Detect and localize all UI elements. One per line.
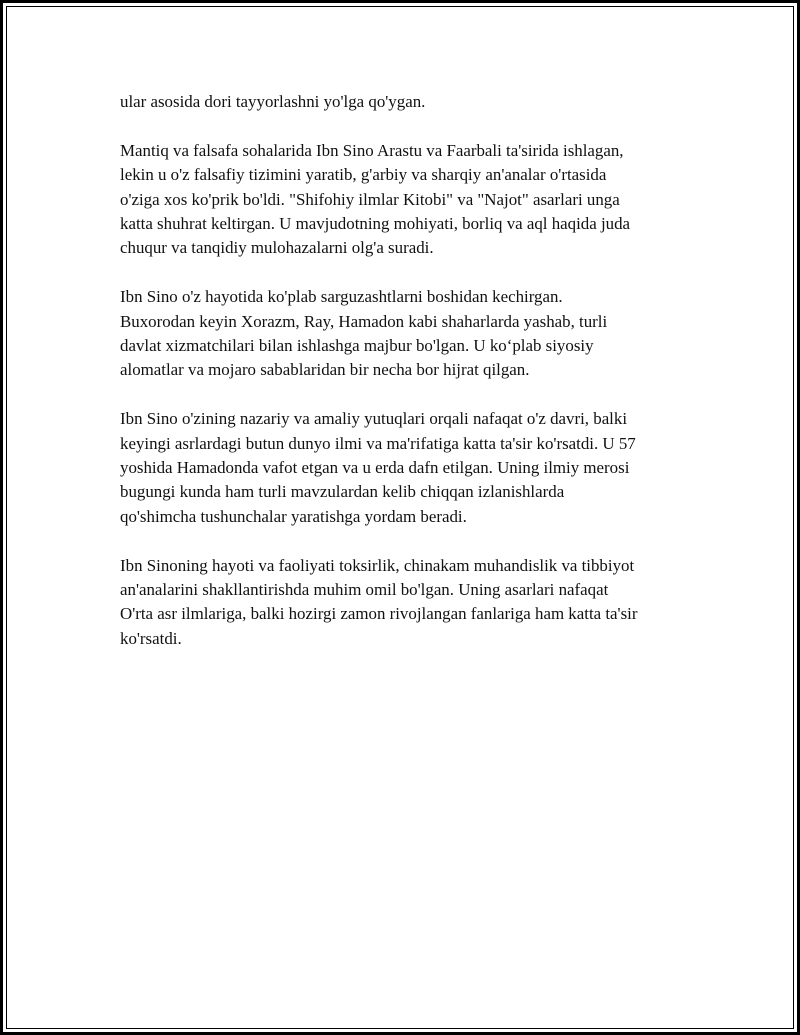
paragraph-2: Mantiq va falsafa sohalarida Ibn Sino Arastu va Faarbali ta'sirida ishlagan, lekin u o'z falsafiy tizimini yaratib, g'arbiy va sharqiy an'analar o'rtasida o'ziga xos ko'prik bo'ldi. "Shifohiy ilmlar Kitobi" va "Najot" asarlari unga katta shuhrat keltirgan. U mavjudotning mohiyati, borliq va aql haqida juda chuqur va tanqidiy mulohazalarni olg'a suradi. [120, 140, 631, 258]
paragraph-3: Ibn Sino o'z hayotida ko'plab sarguzashtlarni boshidan kechirgan. Buxorodan keyin Xorazm, Ray, Hamadon kabi shaharlarda yashab, turli davlat xizmatchilari bilan ishlashga majbur bo'lgan. U ko‘plab siyosiy alomatlar va mojaro sabablaridan bir necha bor hijrat qilgan. [120, 287, 608, 380]
paragraph-1: ular asosida dori tayyorlashni yo'lga qo'ygan. [120, 92, 426, 111]
document-body [120, 90, 695, 676]
paragraph-4: Ibn Sino o'zining nazariy va amaliy yutuqlari orqali nafaqat o'z davri, balki keyingi asrlardagi butun dunyo ilmi va ma'rifatiga katta ta'sir ko'rsatdi. U 57 yoshida Hamadonda vafot etgan va u erda dafn etilgan. Uning ilmiy merosi bugungi kunda ham turli mavzulardan kelib chiqqan izlanishlarda qo'shimcha tushunchalar yaratishga yordam beradi. [120, 409, 636, 526]
paragraph-5: Ibn Sinoning hayoti va faoliyati toksirlik, chinakam muhandislik va tibbiyot an'analarini shakllantirishda muhim omil bo'lgan. Uning asarlari nafaqat O'rta asr ilmlariga, balki hozirgi zamon rivojlangan fanlariga ham katta ta'sir ko'rsatdi. [120, 555, 638, 648]
